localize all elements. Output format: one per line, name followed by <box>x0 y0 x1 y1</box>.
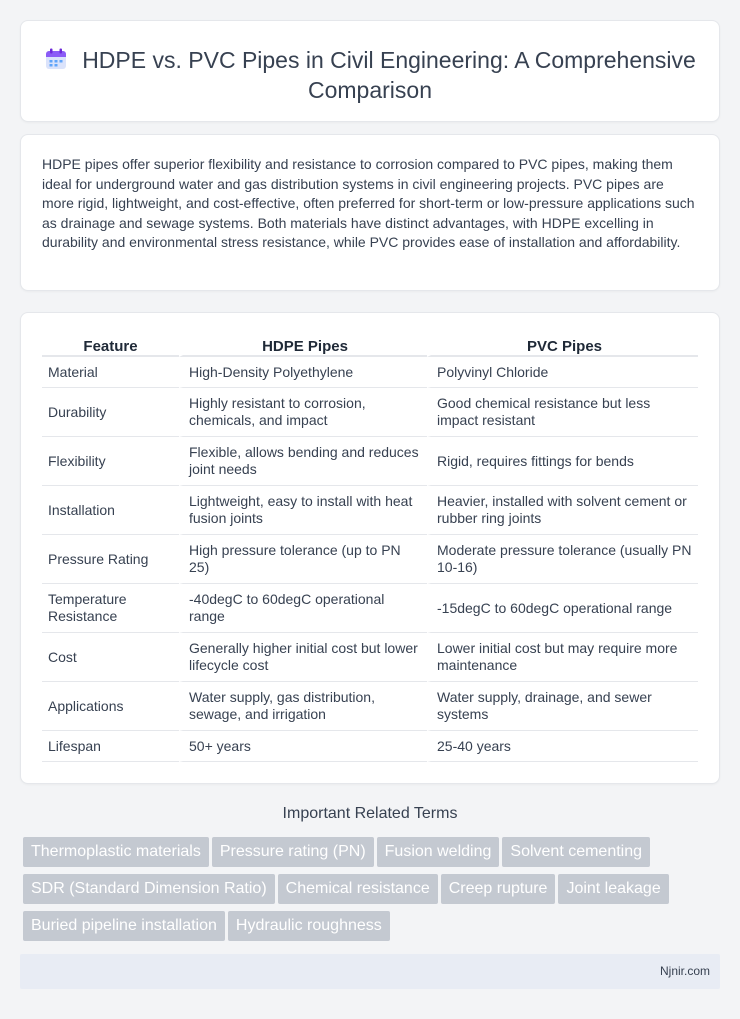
pvc-cell: -15degC to 60degC operational range <box>427 584 698 633</box>
feature-cell: Applications <box>42 682 179 731</box>
feature-cell: Durability <box>42 388 179 437</box>
intro-card <box>20 134 720 291</box>
pvc-cell: Heavier, installed with solvent cement or rubber ring joints <box>427 486 698 535</box>
hdpe-cell: 50+ years <box>179 731 427 762</box>
term-tag[interactable]: Creep rupture <box>441 874 556 904</box>
header-feature: Feature <box>42 335 179 357</box>
header-pvc: PVC Pipes <box>427 335 698 357</box>
comparison-table-card <box>20 312 720 784</box>
footer <box>20 954 720 989</box>
table-row <box>42 486 698 535</box>
comparison-table <box>42 335 698 762</box>
table-row <box>42 357 698 388</box>
hdpe-cell: Water supply, gas distribution, sewage, and irrigation <box>179 682 427 731</box>
term-tag[interactable]: Pressure rating (PN) <box>212 837 374 867</box>
hdpe-cell: High-Density Polyethylene <box>179 357 427 388</box>
term-tag[interactable]: Chemical resistance <box>278 874 438 904</box>
feature-cell: Temperature Resistance <box>42 584 179 633</box>
pvc-cell: Rigid, requires fittings for bends <box>427 437 698 486</box>
page-title: HDPE vs. PVC Pipes in Civil Engineering: A Comprehensive Comparison <box>82 47 696 103</box>
hdpe-cell: Lightweight, easy to install with heat fusion joints <box>179 486 427 535</box>
term-tag[interactable]: Thermoplastic materials <box>23 837 209 867</box>
related-terms-list <box>23 837 723 948</box>
table-row <box>42 584 698 633</box>
pvc-cell: Water supply, drainage, and sewer systems <box>427 682 698 731</box>
feature-cell: Installation <box>42 486 179 535</box>
hdpe-cell: Highly resistant to corrosion, chemicals, and impact <box>179 388 427 437</box>
term-tag[interactable]: Solvent cementing <box>502 837 650 867</box>
intro-paragraph: HDPE pipes offer superior flexibility and resistance to corrosion compared to PVC pipes, making them ideal for underground water and gas distribution systems in civil engineering projects. PVC pipes are more rigid, lightweight, and cost-effective, often preferred for short-term or low-pressure applications such as drainage and sewage systems. Both materials have distinct advantages, with HDPE excelling in durability and environmental stress resistance, while PVC provides ease of installation and affordability. <box>42 156 695 250</box>
header-hdpe: HDPE Pipes <box>179 335 427 357</box>
term-tag[interactable]: Hydraulic roughness <box>228 911 390 941</box>
pvc-cell: Lower initial cost but may require more maintenance <box>427 633 698 682</box>
pvc-cell: Moderate pressure tolerance (usually PN 10-16) <box>427 535 698 584</box>
table-row <box>42 633 698 682</box>
feature-cell: Flexibility <box>42 437 179 486</box>
term-tag[interactable]: SDR (Standard Dimension Ratio) <box>23 874 275 904</box>
calendar-icon <box>44 47 68 71</box>
page-title-wrap <box>21 45 719 105</box>
pvc-cell: Good chemical resistance but less impact resistant <box>427 388 698 437</box>
hdpe-cell: Flexible, allows bending and reduces joint needs <box>179 437 427 486</box>
hdpe-cell: -40degC to 60degC operational range <box>179 584 427 633</box>
term-tag[interactable]: Buried pipeline installation <box>23 911 225 941</box>
feature-cell: Lifespan <box>42 731 179 762</box>
table-row <box>42 437 698 486</box>
table-row <box>42 731 698 762</box>
term-tag[interactable]: Joint leakage <box>558 874 668 904</box>
hdpe-cell: High pressure tolerance (up to PN 25) <box>179 535 427 584</box>
title-card <box>20 20 720 122</box>
pvc-cell: 25-40 years <box>427 731 698 762</box>
footer-site-link[interactable]: Njnir.com <box>659 964 710 978</box>
table-row <box>42 388 698 437</box>
term-tag[interactable]: Fusion welding <box>377 837 500 867</box>
feature-cell: Material <box>42 357 179 388</box>
feature-cell: Cost <box>42 633 179 682</box>
feature-cell: Pressure Rating <box>42 535 179 584</box>
table-header-row <box>42 335 698 357</box>
pvc-cell: Polyvinyl Chloride <box>427 357 698 388</box>
related-terms-heading: Important Related Terms <box>282 805 458 822</box>
table-row <box>42 682 698 731</box>
hdpe-cell: Generally higher initial cost but lower lifecycle cost <box>179 633 427 682</box>
table-row <box>42 535 698 584</box>
